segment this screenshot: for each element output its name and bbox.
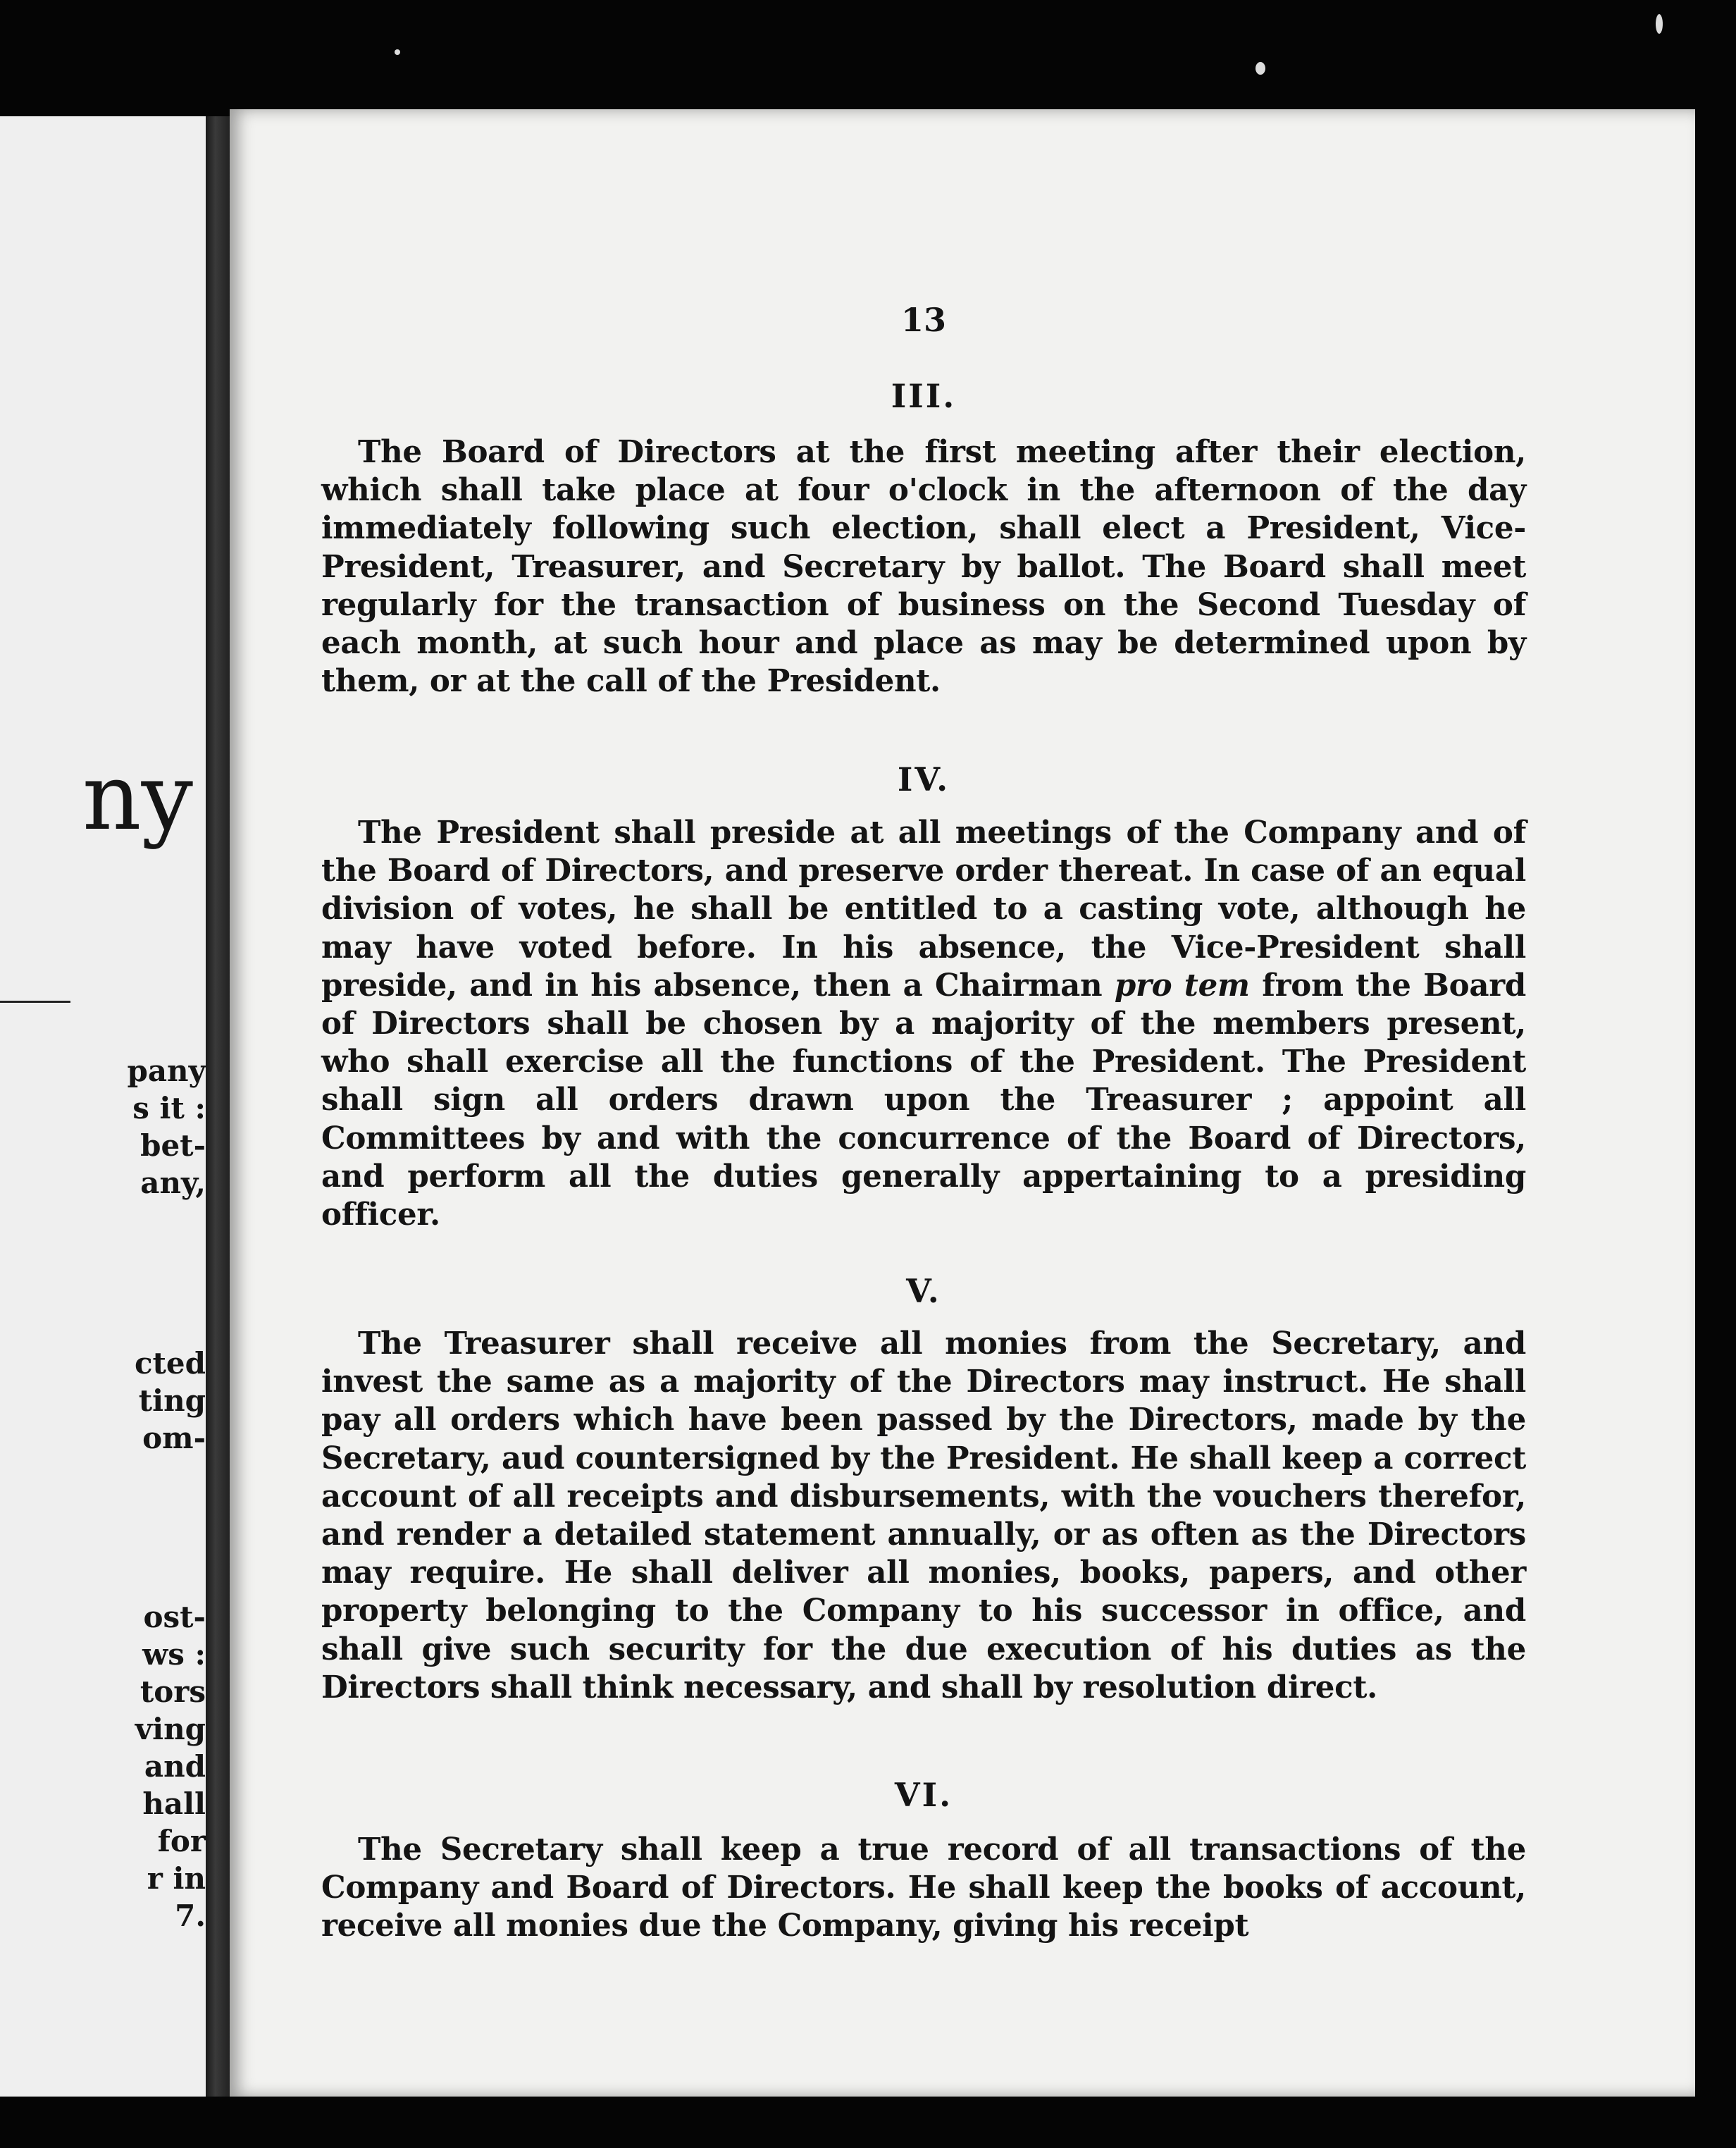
section-paragraph-iv-italic: pro tem — [1114, 967, 1250, 1004]
left-page-fragment-line: bet- — [140, 1128, 206, 1163]
section-paragraph-v: The Treasurer shall receive all monies from the Secretary, and invest the same as a majority of the Directors may instruct. He shall pay all orders which have been passed by the Directors, made by the Secretary, aud countersigned by the President. He shall keep a correct account of all receipts and disbursements, with the vouchers therefor, and render a detailed statement annually, or as often as the Directors may require. He shall deliver all monies, books, papers, and other property belonging to the Company to his successor in office, and shall give such security for the due execution of his duties as the Directors shall think necessary, and shall by resolution direct. — [321, 1326, 1526, 1705]
section-heading-v: V. — [906, 1272, 941, 1310]
section-paragraph-vi: The Secretary shall keep a true record of all transactions of the Company and Board of Directors. He shall keep the books of account, receive all monies due the Company, giving his receipt — [321, 1832, 1526, 1944]
left-page-fragment-line: pany — [127, 1054, 206, 1088]
left-page-rule — [0, 1001, 70, 1003]
left-page-fragment-line: r in — [147, 1861, 206, 1896]
section-paragraph-iv-part: The President shall preside at all meetings of the Company and of the Board of Directors, and preserve order thereat. In case of an equal division of votes, he shall be entitled to a casting vote, although he may have voted before. In his absence, the Vice-President shall preside, and in his absence, then a Chairman — [321, 815, 1526, 1004]
left-page-fragment-line: ving — [135, 1712, 206, 1746]
scan-speck — [1256, 62, 1265, 75]
left-page-fragment-line: 7. — [175, 1899, 206, 1933]
section-heading-vi: VI. — [894, 1776, 953, 1814]
scan-speck — [395, 49, 400, 55]
left-page-fragment-line: ws : — [142, 1637, 206, 1672]
left-page-fragment — [0, 116, 206, 2097]
scan-speck — [1656, 14, 1663, 34]
left-page-fragment-line: ost- — [143, 1600, 206, 1634]
section-heading-iv: IV. — [897, 760, 950, 798]
left-page-fragment-line: cted — [134, 1346, 206, 1381]
page-number: 13 — [900, 301, 946, 339]
book-gutter — [206, 116, 230, 2097]
left-page-fragment-line: ting — [138, 1383, 206, 1418]
left-page-fragment-line: for — [157, 1824, 206, 1858]
section-paragraph-iv — [321, 814, 1526, 1234]
left-page-fragment-line: om- — [142, 1421, 206, 1455]
section-heading-iii: III. — [891, 377, 957, 415]
left-page-fragment-line: s it : — [132, 1091, 206, 1125]
left-page-fragment-line: tors — [140, 1674, 206, 1709]
section-paragraph-iii: The Board of Directors at the first meeting after their election, which shall take place at four o'clock in the afternoon of the day immediately following such election, shall elect a President, Vice-President, Treasurer, and Secretary by ballot. The Board shall meet regularly for the transaction of business on the Second Tuesday of each month, at such hour and place as may be determined upon by them, or at the call of the President. — [321, 434, 1526, 700]
right-page — [230, 109, 1695, 2097]
left-page-fragment-line: hall — [142, 1786, 206, 1821]
left-page-fragment-line: any, — [140, 1166, 206, 1200]
left-page-fragment-line: and — [144, 1749, 206, 1784]
left-page-fragment-line: ny — [82, 743, 193, 851]
section-paragraph-iv-part: from the Board of Directors shall be chosen by a majority of the members present, who shall exercise all the functions of the President. The President shall sign all orders drawn upon the Treasurer ; appoint all Committees by and with the concurrence of the Board of Directors, and perform all the duties generally appertaining to a presiding officer. — [321, 967, 1526, 1233]
